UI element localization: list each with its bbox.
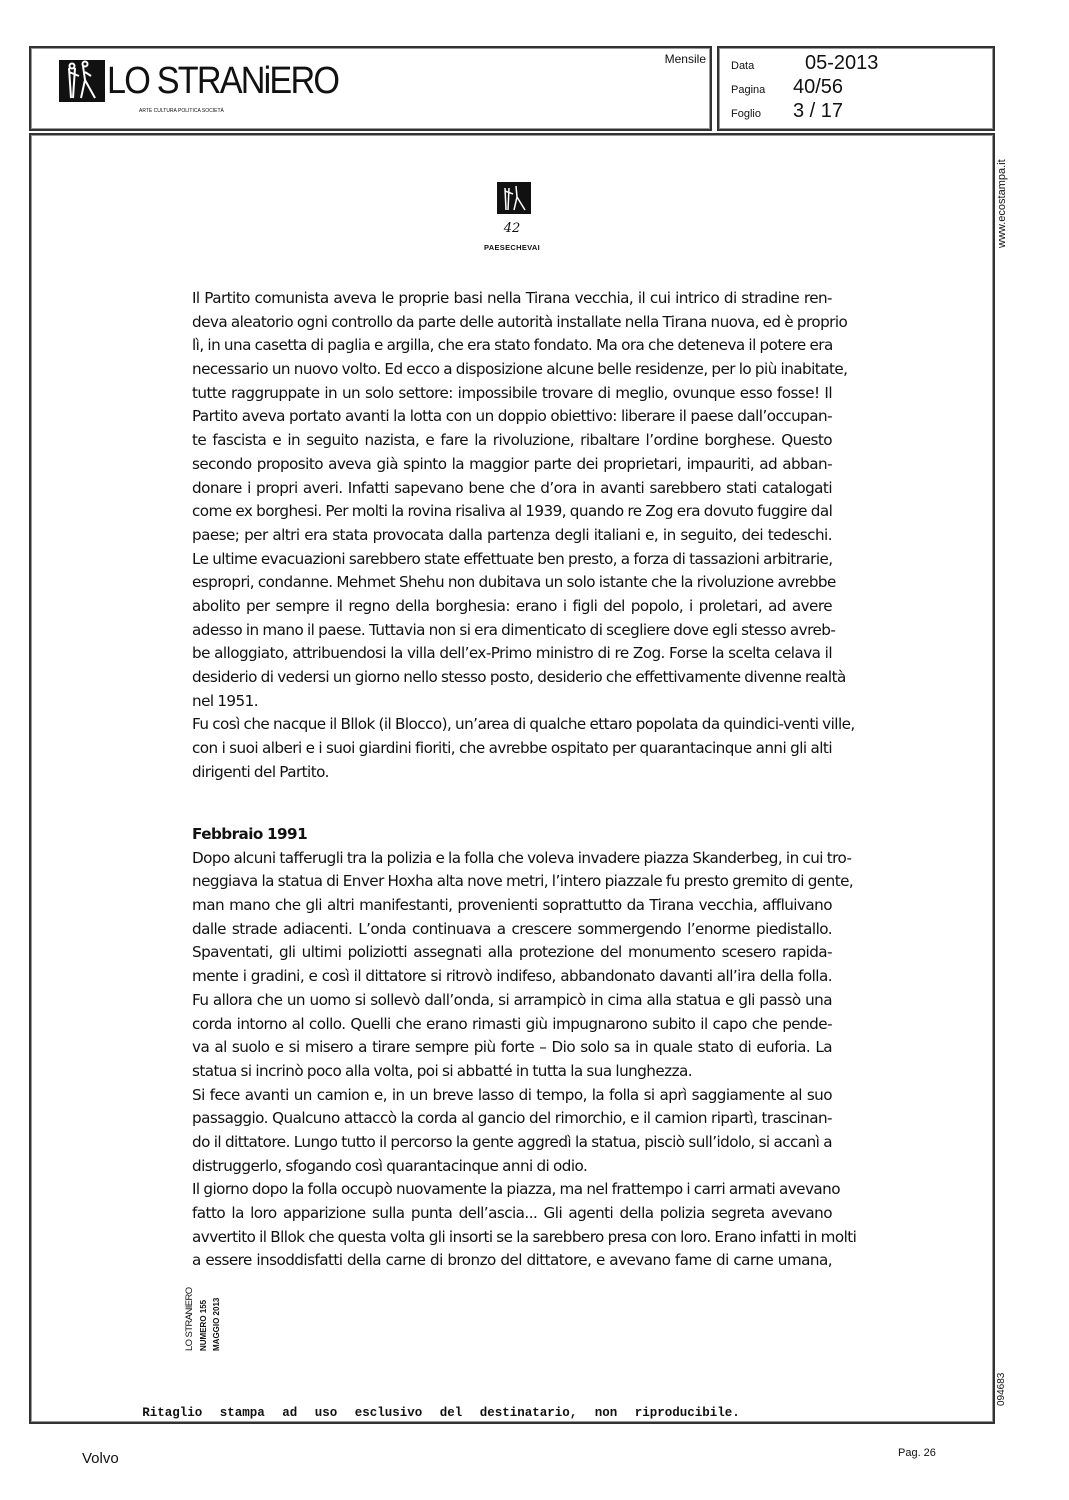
text-line: fatto la loro apparizione sulla punta dell’ascia... Gli agenti della polizia segreta avevano <box>192 1204 832 1222</box>
text-line: va al suolo e si misero a tirare sempre più forte – Dio solo sa in quale stato di euforia. La <box>192 1038 832 1057</box>
text-line: Fu così che nacque il Bllok (il Blocco), un’area di qualche ettaro popolata da quindici-venti ville, <box>192 715 855 734</box>
article-body-1 <box>192 287 855 784</box>
sidebar-magazine: LO STRANIERO <box>184 1287 195 1351</box>
meta-label: Pagina <box>731 84 766 96</box>
logo-subtitle: ARTE CULTURA POLITICA SOCIETÀ <box>139 108 224 114</box>
meta-label: Foglio <box>731 108 761 120</box>
text-line: Il Partito comunista aveva le proprie basi nella Tirana vecchia, il cui intrico di stradine ren- <box>192 289 832 307</box>
text-line: Spaventati, gli ultimi poliziotti assegnati alla protezione del monumento scesero rapida- <box>192 943 832 962</box>
frequency-label: Mensile <box>664 52 706 66</box>
text-line: abolito per sempre il regno della borghesia: erano i figli del popolo, i proletari, ad avere <box>192 596 832 615</box>
section-title: PAESECHEVAI <box>484 243 540 252</box>
page-footer-number: Pag. 26 <box>898 1447 936 1459</box>
text-line: mente i gradini, e così il dittatore si ritrovò indifeso, abbandonato davanti all’ira della folla. <box>192 967 832 986</box>
meta-value: 3 / 17 <box>793 100 844 122</box>
text-line: Il giorno dopo la folla occupò nuovamente la piazza, ma nel frattempo i carri armati avevano <box>192 1180 840 1199</box>
article-frame <box>29 133 995 1424</box>
sidebar-issue: NUMERO 155 <box>199 1299 208 1351</box>
text-line: deva aleatorio ogni controllo da parte delle autorità installate nella Tirana nuova, ed è proprio <box>192 312 848 331</box>
text-line: te fascista e in seguito nazista, e fare la rivoluzione, ribaltare l’ordine borghese. Questo <box>192 431 832 450</box>
text-line: espropri, condanne. Mehmet Shehu non dubitava un solo istante che la rivoluzione avrebbe <box>192 573 836 592</box>
meta-value: 05-2013 <box>805 52 879 74</box>
text-line: necessario un nuovo volto. Ed ecco a disposizione alcune belle residenze, per lo più inabitate, <box>192 360 848 379</box>
reproduction-notice: Ritaglio stampa ad uso esclusivo del destinatario, non riproducibile. <box>142 1406 740 1420</box>
text-line: con i suoi alberi e i suoi giardini fioriti, che avrebbe ospitato per quarantacinque anni gli alti <box>192 739 832 758</box>
meta-value: 40/56 <box>793 76 844 98</box>
sidebar-date: MAGGIO 2013 <box>212 1297 221 1351</box>
text-line: statua si incrinò poco alla volta, poi si abbatté in tutta la sua lunghezza. <box>192 1061 693 1080</box>
header-masthead <box>29 46 712 131</box>
page-number: 42 <box>503 221 521 236</box>
text-line: Le ultime evacuazioni sarebbero state effettuate ben presto, a forza di tassazioni arbitrarie, <box>192 549 833 568</box>
text-line: Dopo alcuni tafferugli tra la polizia e la folla che voleva invadere piazza Skanderbeg, in cui tro- <box>192 848 852 867</box>
article-body-2 <box>192 813 857 1273</box>
text-line: distruggerlo, sfogando così quarantacinque anni di odio. <box>192 1156 588 1175</box>
text-line: Partito aveva portato avanti la lotta con un doppio obiettivo: liberare il paese dall’occupan- <box>192 407 832 426</box>
text-line: adesso in mano il paese. Tuttavia non si era dimenticato di scegliere dove egli stesso avreb- <box>192 620 836 639</box>
logo-title: LO STRANiERO <box>107 60 339 102</box>
text-line: lì, in una casetta di paglia e argilla, che era stato fondato. Ma ora che deteneva il potere era <box>192 336 833 355</box>
text-line: Fu allora che un uomo si sollevò dall’onda, si arrampicò in cima alla statua e gli passò una <box>192 990 832 1009</box>
source-website: www.ecostampa.it <box>996 159 1008 248</box>
text-line: avvertito il Bllok che questa volta gli insorti se la sarebbero presa con loro. Erano infatti in molti <box>192 1227 857 1246</box>
subheading: Febbraio 1991 <box>192 825 308 843</box>
text-line: do il dittatore. Lungo tutto il percorso la gente aggredì la statua, pisciò sull’idolo, si accanì a <box>192 1132 832 1151</box>
text-line: come ex borghesi. Per molti la rovina risaliva al 1939, quando re Zog era dovuto fuggire dal <box>192 502 833 521</box>
text-line: desiderio di vedersi un giorno nello stesso posto, desiderio che effettivamente divenne realtà <box>192 668 846 686</box>
meta-sheet <box>731 100 843 122</box>
text-line: dalle strade adiacenti. L’onda continuava a crescere sommergendo l’enorme piedistallo. <box>192 919 832 938</box>
text-line: nel 1951. <box>192 691 259 710</box>
text-line: corda intorno al collo. Quelli che erano rimasti giù impugnarono subito il capo che pende- <box>192 1014 832 1033</box>
text-line: donare i propri averi. Infatti sapevano bene che d’ora in avanti sarebbero stati catalogati <box>192 478 832 497</box>
text-line: secondo proposito aveva già spinto la maggior parte dei proprietari, impauriti, ad abban- <box>192 454 832 473</box>
text-line: man mano che gli altri manifestanti, provenienti soprattutto da Tirana vecchia, affluivano <box>192 896 832 915</box>
text-line: paese; per altri era stata provocata dalla partenza degli italiani e, in seguito, dei tedeschi. <box>192 525 832 544</box>
meta-page <box>731 76 843 98</box>
text-line: be alloggiato, attribuendosi la villa dell’ex-Primo ministro di re Zog. Forse la scelta celava il <box>192 644 832 663</box>
section-logo-icon <box>497 182 531 214</box>
text-line: neggiava la statua di Enver Hoxha alta nove metri, l’intero piazzale fu presto gremito di gente, <box>192 872 854 891</box>
clipping-meta <box>717 46 995 131</box>
logo <box>59 60 364 102</box>
text-line: Si fece avanti un camion e, in un breve lasso di tempo, la folla si aprì saggiamente al suo <box>192 1085 832 1104</box>
client-name: Volvo <box>82 1450 119 1467</box>
text-line: a essere insoddisfatti della carne di bronzo del dittatore, e avevano fame di carne umana, <box>192 1251 832 1270</box>
text-line: passaggio. Qualcuno attaccò la corda al gancio del rimorchio, e il camion ripartì, trascinan- <box>192 1109 832 1128</box>
meta-date <box>731 52 878 74</box>
meta-label: Data <box>731 60 755 72</box>
text-line: dirigenti del Partito. <box>192 762 329 781</box>
text-line: tutte raggruppate in un solo settore: impossibile trovare di meglio, ovunque esso fosse! Il <box>192 383 832 402</box>
logo-figures-icon <box>59 60 105 102</box>
clipping-code: 094683 <box>996 1372 1007 1406</box>
